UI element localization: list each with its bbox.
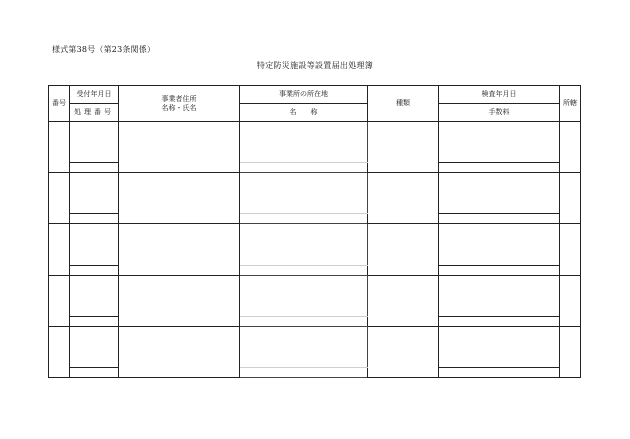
- header-jurisdiction: 所轄: [560, 86, 581, 122]
- row-jurisdiction[interactable]: [560, 224, 581, 275]
- row-office-location[interactable]: [240, 122, 368, 163]
- header-type: 種類: [368, 86, 439, 122]
- row-office-location[interactable]: [240, 326, 368, 367]
- row-fee[interactable]: [439, 316, 560, 326]
- header-fee: 手数料: [439, 104, 560, 122]
- header-received-date: 受付年月日: [70, 86, 119, 104]
- row-type[interactable]: [368, 326, 439, 377]
- row-operator[interactable]: [119, 173, 240, 224]
- row-type[interactable]: [368, 173, 439, 224]
- row-number[interactable]: [49, 173, 70, 224]
- row-processing-number[interactable]: [70, 368, 119, 378]
- row-inspection-date[interactable]: [439, 122, 560, 163]
- row-fee[interactable]: [439, 368, 560, 378]
- row-office-name[interactable]: [240, 163, 368, 173]
- row-inspection-date[interactable]: [439, 275, 560, 316]
- form-title: 特定防災施設等設置届出処理簿: [256, 61, 374, 70]
- row-processing-number[interactable]: [70, 265, 119, 275]
- row-number[interactable]: [49, 326, 70, 377]
- row-fee[interactable]: [439, 265, 560, 275]
- row-office-name[interactable]: [240, 265, 368, 275]
- row-number[interactable]: [49, 275, 70, 326]
- row-jurisdiction[interactable]: [560, 122, 581, 173]
- row-processing-number[interactable]: [70, 214, 119, 224]
- row-operator[interactable]: [119, 224, 240, 275]
- row-type[interactable]: [368, 275, 439, 326]
- row-office-location[interactable]: [240, 275, 368, 316]
- row-received-date[interactable]: [70, 122, 119, 163]
- row-inspection-date[interactable]: [439, 224, 560, 265]
- header-office-name: 名 称: [240, 104, 368, 122]
- header-processing-number: 処理番号: [70, 104, 119, 122]
- row-office-name[interactable]: [240, 316, 368, 326]
- row-fee[interactable]: [439, 214, 560, 224]
- row-fee[interactable]: [439, 163, 560, 173]
- row-office-name[interactable]: [240, 214, 368, 224]
- row-received-date[interactable]: [70, 326, 119, 367]
- row-received-date[interactable]: [70, 275, 119, 316]
- row-number[interactable]: [49, 224, 70, 275]
- row-operator[interactable]: [119, 122, 240, 173]
- row-number[interactable]: [49, 122, 70, 173]
- header-inspection-date: 検査年月日: [439, 86, 560, 104]
- header-office-location: 事業所の所在地: [240, 86, 368, 104]
- header-operator: 事業者住所 名称・氏名: [119, 86, 240, 122]
- row-inspection-date[interactable]: [439, 173, 560, 214]
- row-jurisdiction[interactable]: [560, 275, 581, 326]
- row-inspection-date[interactable]: [439, 326, 560, 367]
- row-type[interactable]: [368, 224, 439, 275]
- row-received-date[interactable]: [70, 173, 119, 214]
- row-jurisdiction[interactable]: [560, 173, 581, 224]
- row-operator[interactable]: [119, 326, 240, 377]
- row-processing-number[interactable]: [70, 316, 119, 326]
- row-office-location[interactable]: [240, 224, 368, 265]
- row-received-date[interactable]: [70, 224, 119, 265]
- header-number: 番号: [49, 86, 70, 122]
- row-office-location[interactable]: [240, 173, 368, 214]
- row-operator[interactable]: [119, 275, 240, 326]
- row-office-name[interactable]: [240, 368, 368, 378]
- form-number: 様式第38号（第23条関係）: [52, 45, 156, 54]
- row-type[interactable]: [368, 122, 439, 173]
- row-jurisdiction[interactable]: [560, 326, 581, 377]
- processing-register-table: [48, 85, 581, 378]
- row-processing-number[interactable]: [70, 163, 119, 173]
